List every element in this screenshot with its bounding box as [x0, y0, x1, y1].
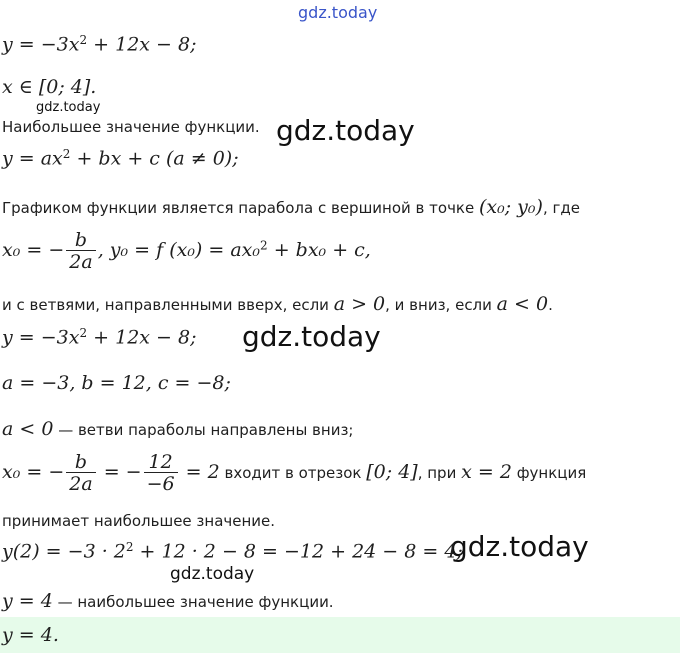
coefficients-line: a = −3, b = 12, c = −8; [2, 372, 231, 394]
branches-down-line: a < 0 — ветви параболы направлены вниз; [2, 418, 354, 440]
watermark-large-3: gdz.today [450, 530, 589, 563]
vertex-formula: x₀ = − $\frac{b}{2a}$ , y₀ = f (x₀) = ax₀$^2$ + bx₀ + c, [2, 229, 371, 273]
function-line-2: $y = -3x^2 + 12x - 8$; [2, 326, 197, 349]
fraction: $\frac{12}{-6}$ [144, 452, 178, 495]
watermark-top: gdz.today [298, 3, 378, 22]
domain-line: x ∈ [0; 4]. [2, 76, 97, 98]
max-value-text: принимает наибольшее значение. [2, 512, 276, 530]
function-line: $y = -3x^2 + 12x - 8$; [2, 33, 197, 56]
graph-description: Графиком функции является парабола с вершиной в точке (x₀; y₀), где [2, 196, 580, 218]
fraction: $\frac{b}{2a}$ [66, 452, 95, 495]
fraction: $\frac{b}{2a}$ [66, 230, 95, 273]
watermark-large-2: gdz.today [242, 320, 381, 353]
branches-description: и с ветвями, направленными вверх, если a > 0, и вниз, если a < 0. [2, 293, 553, 315]
answer: y = 4. [2, 624, 59, 646]
general-form-line: $y = ax^2$ + bx + c (a ≠ 0); [2, 147, 239, 170]
vertex-computation: x₀ = − $\frac{b}{2a}$ = − $\frac{12}{-6}$ = 2 входит в отрезок [0; 4], при x = 2 функция [2, 451, 587, 495]
watermark-large-1: gdz.today [276, 114, 415, 147]
value-calculation: $y(2) = -3 \cdot 2^2 + 12 \cdot 2 - 8 = -12 + 24 - 8 = 4$; [2, 540, 463, 563]
section-heading: Наибольшее значение функции. [2, 118, 260, 136]
result-line: y = 4 — наибольшее значение функции. [2, 590, 334, 612]
answer-highlight [0, 617, 680, 653]
watermark-small-1: gdz.today [36, 100, 101, 115]
watermark-small-2: gdz.today [170, 564, 255, 584]
